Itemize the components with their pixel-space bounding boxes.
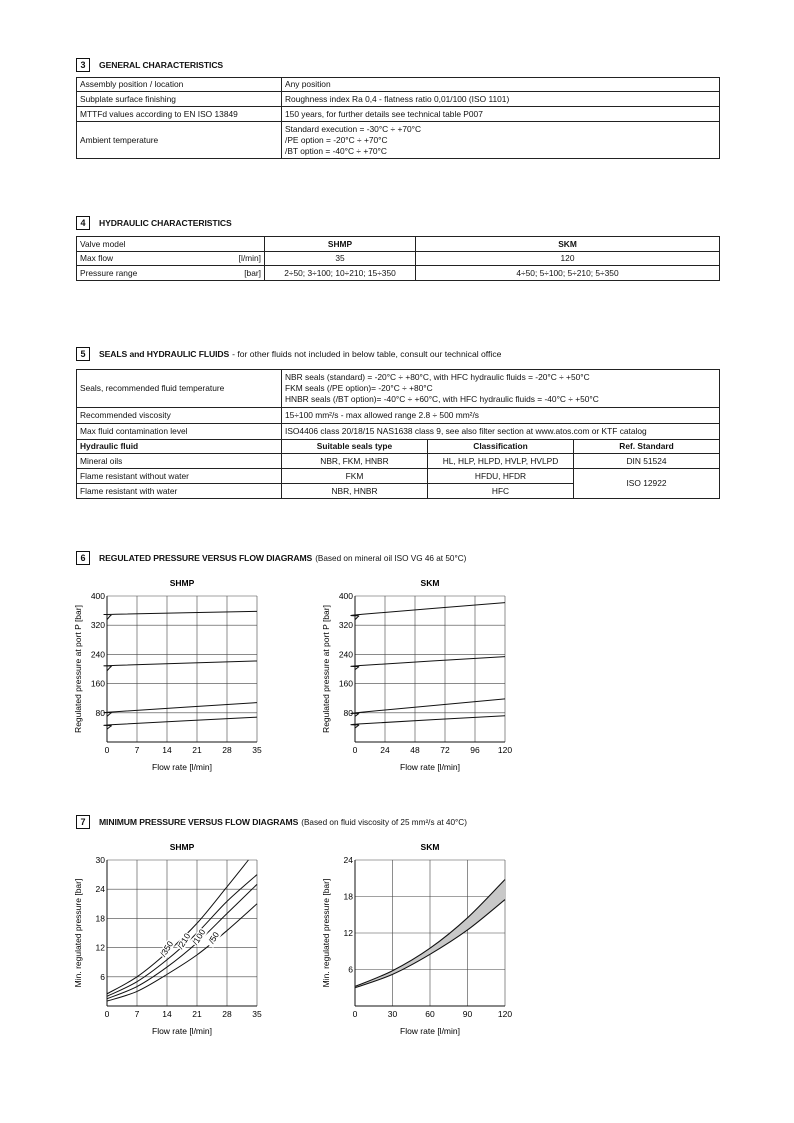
section-subtitle: (Based on mineral oil ISO VG 46 at 50°C): [315, 553, 467, 563]
cell-value: Mineral oils: [77, 454, 282, 469]
y-tick-label: 80: [95, 707, 105, 718]
column-header-skm: SKM: [416, 237, 720, 252]
unit-text: [l/min]: [238, 253, 261, 263]
chart-title: SKM: [420, 578, 440, 588]
y-tick-label: 18: [95, 913, 105, 924]
cell-value: FKM: [282, 469, 428, 484]
x-tick-label: 28: [222, 1009, 232, 1019]
section-number: 3: [76, 58, 90, 72]
cell-value: DIN 51524: [574, 454, 720, 469]
seals-line: HNBR seals (/BT option)= -40°C ÷ +60°C, with HFC hydraulic fluids = -40°C ÷ +50°C: [285, 394, 599, 404]
cell-value: 4÷50; 5÷100; 5÷210; 5÷350: [416, 266, 720, 281]
x-tick-label: 21: [192, 1009, 202, 1019]
series-label: /350: [157, 939, 176, 959]
series-label: /100: [190, 927, 208, 947]
cell-value: NBR, FKM, HNBR: [282, 454, 428, 469]
x-tick-label: 0: [104, 745, 110, 755]
cell-value: ISO 12922: [574, 469, 720, 499]
ambient-line: /PE option = -20°C ÷ +70°C: [285, 134, 388, 145]
section-7-header: [76, 815, 467, 829]
column-header: Suitable seals type: [282, 440, 428, 454]
column-header: Hydraulic fluid: [77, 440, 282, 454]
x-tick-label: 24: [380, 745, 390, 755]
column-header: Classification: [428, 440, 574, 454]
row-value: Roughness index Ra 0,4 - flatness ratio 0,01/100 (ISO 1101): [282, 92, 720, 107]
seals-line: FKM seals (/PE option)= -20°C ÷ +80°C: [285, 383, 433, 393]
ambient-line: Standard execution = -30°C ÷ +70°C: [285, 123, 422, 134]
x-tick-label: 35: [252, 1009, 262, 1019]
section-title: GENERAL CHARACTERISTICS: [99, 60, 224, 70]
table-header-row: [77, 440, 720, 454]
row-label: Max fluid contamination level: [77, 424, 282, 440]
y-tick-label: 18: [343, 891, 353, 902]
row-label: Valve model: [77, 237, 265, 252]
series-line: [351, 603, 505, 620]
y-tick-label: 6: [100, 971, 105, 982]
general-characteristics-table: [76, 77, 720, 159]
x-tick-label: 96: [470, 745, 480, 755]
table-row: [77, 237, 720, 252]
y-tick-label: 160: [90, 678, 105, 689]
y-tick-label: 240: [90, 649, 105, 660]
shmp-regulated-pressure-chart: [70, 572, 270, 777]
section-title: MINIMUM PRESSURE VERSUS FLOW DIAGRAMS: [99, 817, 299, 827]
y-tick-label: 24: [95, 884, 105, 895]
table-row: [77, 370, 720, 408]
y-tick-label: 12: [343, 928, 353, 938]
table-row: [77, 266, 720, 281]
cell-value: 120: [416, 252, 720, 266]
shmp-minimum-pressure-chart: [70, 836, 270, 1044]
x-tick-label: 90: [462, 1009, 473, 1019]
label-text: Max flow: [80, 253, 114, 263]
y-tick-label: 24: [343, 855, 353, 865]
x-tick-label: 60: [425, 1009, 435, 1019]
series-label: /210: [175, 931, 193, 951]
series-line: [351, 657, 505, 670]
x-tick-label: 14: [162, 745, 172, 755]
series-line: [104, 611, 257, 619]
y-axis-label: Min. regulated pressure [bar]: [321, 878, 331, 988]
series-line: [351, 699, 505, 717]
row-value: [282, 122, 720, 159]
skm-regulated-pressure-chart: [318, 572, 518, 777]
row-value: ISO4406 class 20/18/15 NAS1638 class 9, see also filter section at www.atos.com or KTF catalog: [282, 424, 720, 440]
cell-value: 2÷50; 3÷100; 10÷210; 15÷350: [265, 266, 416, 281]
table-row: [77, 408, 720, 424]
x-tick-label: 30: [387, 1009, 398, 1019]
row-label: MTTFd values according to EN ISO 13849: [77, 107, 282, 122]
cell-value: HFC: [428, 484, 574, 499]
x-tick-label: 120: [497, 745, 513, 755]
y-tick-label: 12: [95, 942, 105, 953]
x-axis-label: Flow rate [l/min]: [400, 1026, 460, 1036]
cell-value: Flame resistant without water: [77, 469, 282, 484]
y-tick-label: 320: [338, 620, 353, 631]
series-label: /50: [206, 930, 222, 946]
cell-value: 35: [265, 252, 416, 266]
y-tick-label: 30: [95, 855, 105, 865]
series-line: [104, 717, 257, 729]
y-tick-label: 240: [338, 649, 353, 660]
table-row: [77, 92, 720, 107]
row-label: [77, 252, 265, 266]
y-tick-label: 400: [338, 591, 353, 601]
y-tick-label: 320: [90, 620, 105, 631]
chart-title: SHMP: [169, 578, 195, 588]
section-6-header: [76, 551, 466, 565]
table-row: [77, 454, 720, 469]
section-subtitle: - for other fluids not included in below table, consult our technical office: [232, 349, 502, 359]
y-axis-label: Min. regulated pressure [bar]: [73, 878, 83, 988]
section-title: REGULATED PRESSURE VERSUS FLOW DIAGRAMS: [99, 553, 313, 563]
y-tick-label: 160: [338, 678, 353, 689]
table-row: [77, 122, 720, 159]
row-label: Recommended viscosity: [77, 408, 282, 424]
section-title: SEALS and HYDRAULIC FLUIDS: [99, 349, 230, 359]
row-label: Seals, recommended fluid temperature: [77, 370, 282, 408]
row-value: 150 years, for further details see technical table P007: [282, 107, 720, 122]
x-tick-label: 72: [440, 745, 450, 755]
hydraulic-characteristics-table: [76, 236, 720, 281]
row-value: 15÷100 mm²/s - max allowed range 2.8 ÷ 500 mm²/s: [282, 408, 720, 424]
section-3-header: [76, 58, 223, 72]
table-row: [77, 469, 720, 484]
y-tick-label: 400: [90, 591, 105, 601]
cell-value: HFDU, HFDR: [428, 469, 574, 484]
y-tick-label: 6: [348, 964, 353, 975]
x-tick-label: 7: [134, 745, 140, 755]
table-row: [77, 252, 720, 266]
chart-title: SKM: [420, 842, 440, 852]
table-row: [77, 107, 720, 122]
x-axis-label: Flow rate [l/min]: [152, 762, 212, 772]
y-axis-label: Regulated pressure at port P [bar]: [73, 605, 83, 733]
y-axis-label: Regulated pressure at port P [bar]: [321, 605, 331, 733]
series-line: [104, 703, 257, 717]
ambient-line: /BT option = -40°C ÷ +70°C: [285, 145, 387, 156]
row-value: Any position: [282, 78, 720, 92]
cell-value: HL, HLP, HLPD, HVLP, HVLPD: [428, 454, 574, 469]
column-header: Ref. Standard: [574, 440, 720, 454]
series-line: [104, 661, 257, 671]
section-4-header: [76, 216, 232, 230]
cell-value: Flame resistant with water: [77, 484, 282, 499]
y-tick-label: 80: [343, 707, 353, 718]
table-row: [77, 424, 720, 440]
seals-line: NBR seals (standard) = -20°C ÷ +80°C, with HFC hydraulic fluids = -20°C ÷ +50°C: [285, 372, 590, 382]
chart-title: SHMP: [169, 842, 195, 852]
section-5-header: [76, 347, 501, 361]
unit-text: [bar]: [244, 267, 261, 278]
column-header-shmp: SHMP: [265, 237, 416, 252]
x-tick-label: 0: [352, 745, 358, 755]
x-tick-label: 120: [497, 1009, 513, 1019]
row-label: Ambient temperature: [77, 122, 282, 159]
x-axis-label: Flow rate [l/min]: [400, 762, 460, 772]
x-tick-label: 0: [104, 1009, 110, 1019]
series-line: [351, 716, 505, 728]
cell-value: NBR, HNBR: [282, 484, 428, 499]
row-value: [282, 370, 720, 408]
section-number: 6: [76, 551, 90, 565]
x-tick-label: 7: [134, 1009, 140, 1019]
section-title: HYDRAULIC CHARACTERISTICS: [99, 218, 232, 228]
skm-minimum-pressure-chart: [318, 836, 518, 1044]
x-axis-label: Flow rate [l/min]: [152, 1026, 212, 1036]
row-label: Assembly position / location: [77, 78, 282, 92]
section-number: 4: [76, 216, 90, 230]
x-tick-label: 28: [222, 745, 232, 755]
x-tick-label: 35: [252, 745, 262, 755]
x-tick-label: 0: [352, 1009, 358, 1019]
section-number: 7: [76, 815, 90, 829]
x-tick-label: 21: [192, 745, 202, 755]
label-text: Pressure range: [80, 267, 138, 278]
x-tick-label: 48: [410, 745, 420, 755]
x-tick-label: 14: [162, 1009, 172, 1019]
seals-fluids-table: [76, 369, 720, 499]
table-row: [77, 78, 720, 92]
row-label: [77, 266, 265, 281]
row-label: Subplate surface finishing: [77, 92, 282, 107]
section-number: 5: [76, 347, 90, 361]
section-subtitle: (Based on fluid viscosity of 25 mm²/s at 40°C): [301, 817, 467, 827]
